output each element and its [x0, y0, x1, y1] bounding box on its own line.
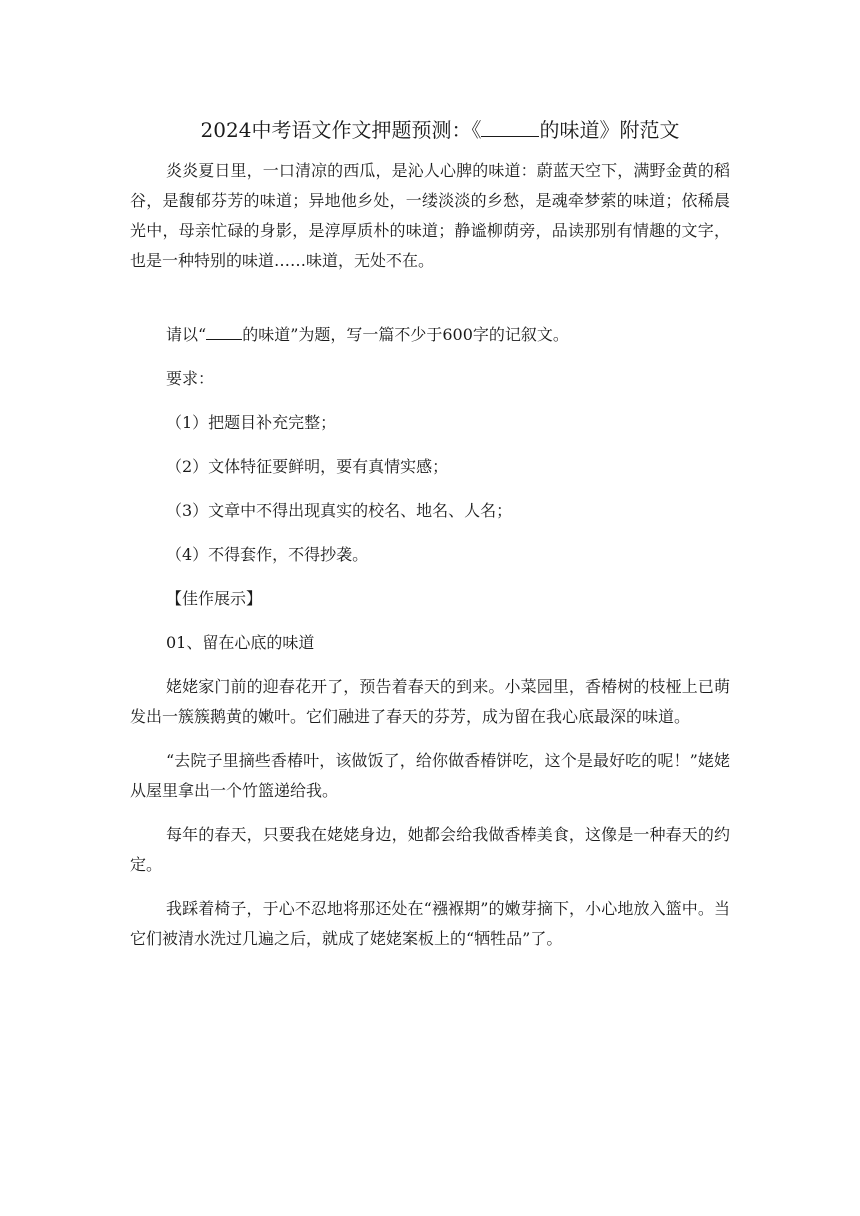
- title-suffix: 的味道》附范文: [539, 118, 680, 142]
- intro-paragraph: 炎炎夏日里，一口清凉的西瓜，是沁人心脾的味道：蔚蓝天空下，满野金黄的稻谷，是馥郁芬芳的味道；异地他乡处，一缕淡淡的乡愁，是魂牵梦萦的味道；依稀晨光中，母亲忙碌的身影，是淳厚质朴的味道；静谧柳荫旁，品读那别有情趣的文字，也是一种特别的味道……味道，无处不在。: [130, 161, 730, 270]
- prompt-paragraph: [130, 320, 730, 350]
- requirement-item: （4）不得套作，不得抄袭。: [166, 545, 369, 564]
- requirement-item: （2）文体特征要鲜明，要有真情实感；: [166, 457, 449, 476]
- showcase-label: 【佳作展示】: [166, 589, 263, 608]
- prompt-suffix: 的味道”为题，写一篇不少于600字的记叙文。: [242, 325, 569, 344]
- prompt-blank: [206, 325, 242, 340]
- prompt-prefix: 请以“: [166, 325, 207, 344]
- essay-paragraph: 每年的春天，只要我在姥姥身边，她都会给我做香棒美食，这像是一种春天的约定。: [130, 825, 730, 874]
- requirement-item: （3）文章中不得出现真实的校名、地名、人名；: [166, 501, 513, 520]
- requirement-item: （1）把题目补充完整；: [166, 413, 337, 432]
- document-body: [130, 156, 730, 954]
- essay-paragraph: “去院子里摘些香椿叶，该做饭了，给你做香椿饼吃，这个是最好吃的呢！”姥姥从屋里拿出一个竹篮递给我。: [130, 751, 730, 800]
- essay-paragraph: 我踩着椅子，于心不忍地将那还处在“襁褓期”的嫩芽摘下，小心地放入篮中。当它们被清水洗过几遍之后，就成了姥姥案板上的“牺牲品”了。: [130, 899, 730, 948]
- document-title: [140, 116, 740, 144]
- title-blank: [481, 118, 539, 137]
- essay-title: 01、留在心底的味道: [166, 633, 315, 652]
- requirements-label: 要求：: [166, 369, 215, 388]
- essay-paragraph: 姥姥家门前的迎春花开了，预告着春天的到来。小菜园里，香椿树的枝桠上已萌发出一簇簇鹅黄的嫩叶。它们融进了春天的芬芳，成为留在我心底最深的味道。: [130, 677, 730, 726]
- title-prefix: 2024中考语文作文押题预测：《: [200, 118, 482, 142]
